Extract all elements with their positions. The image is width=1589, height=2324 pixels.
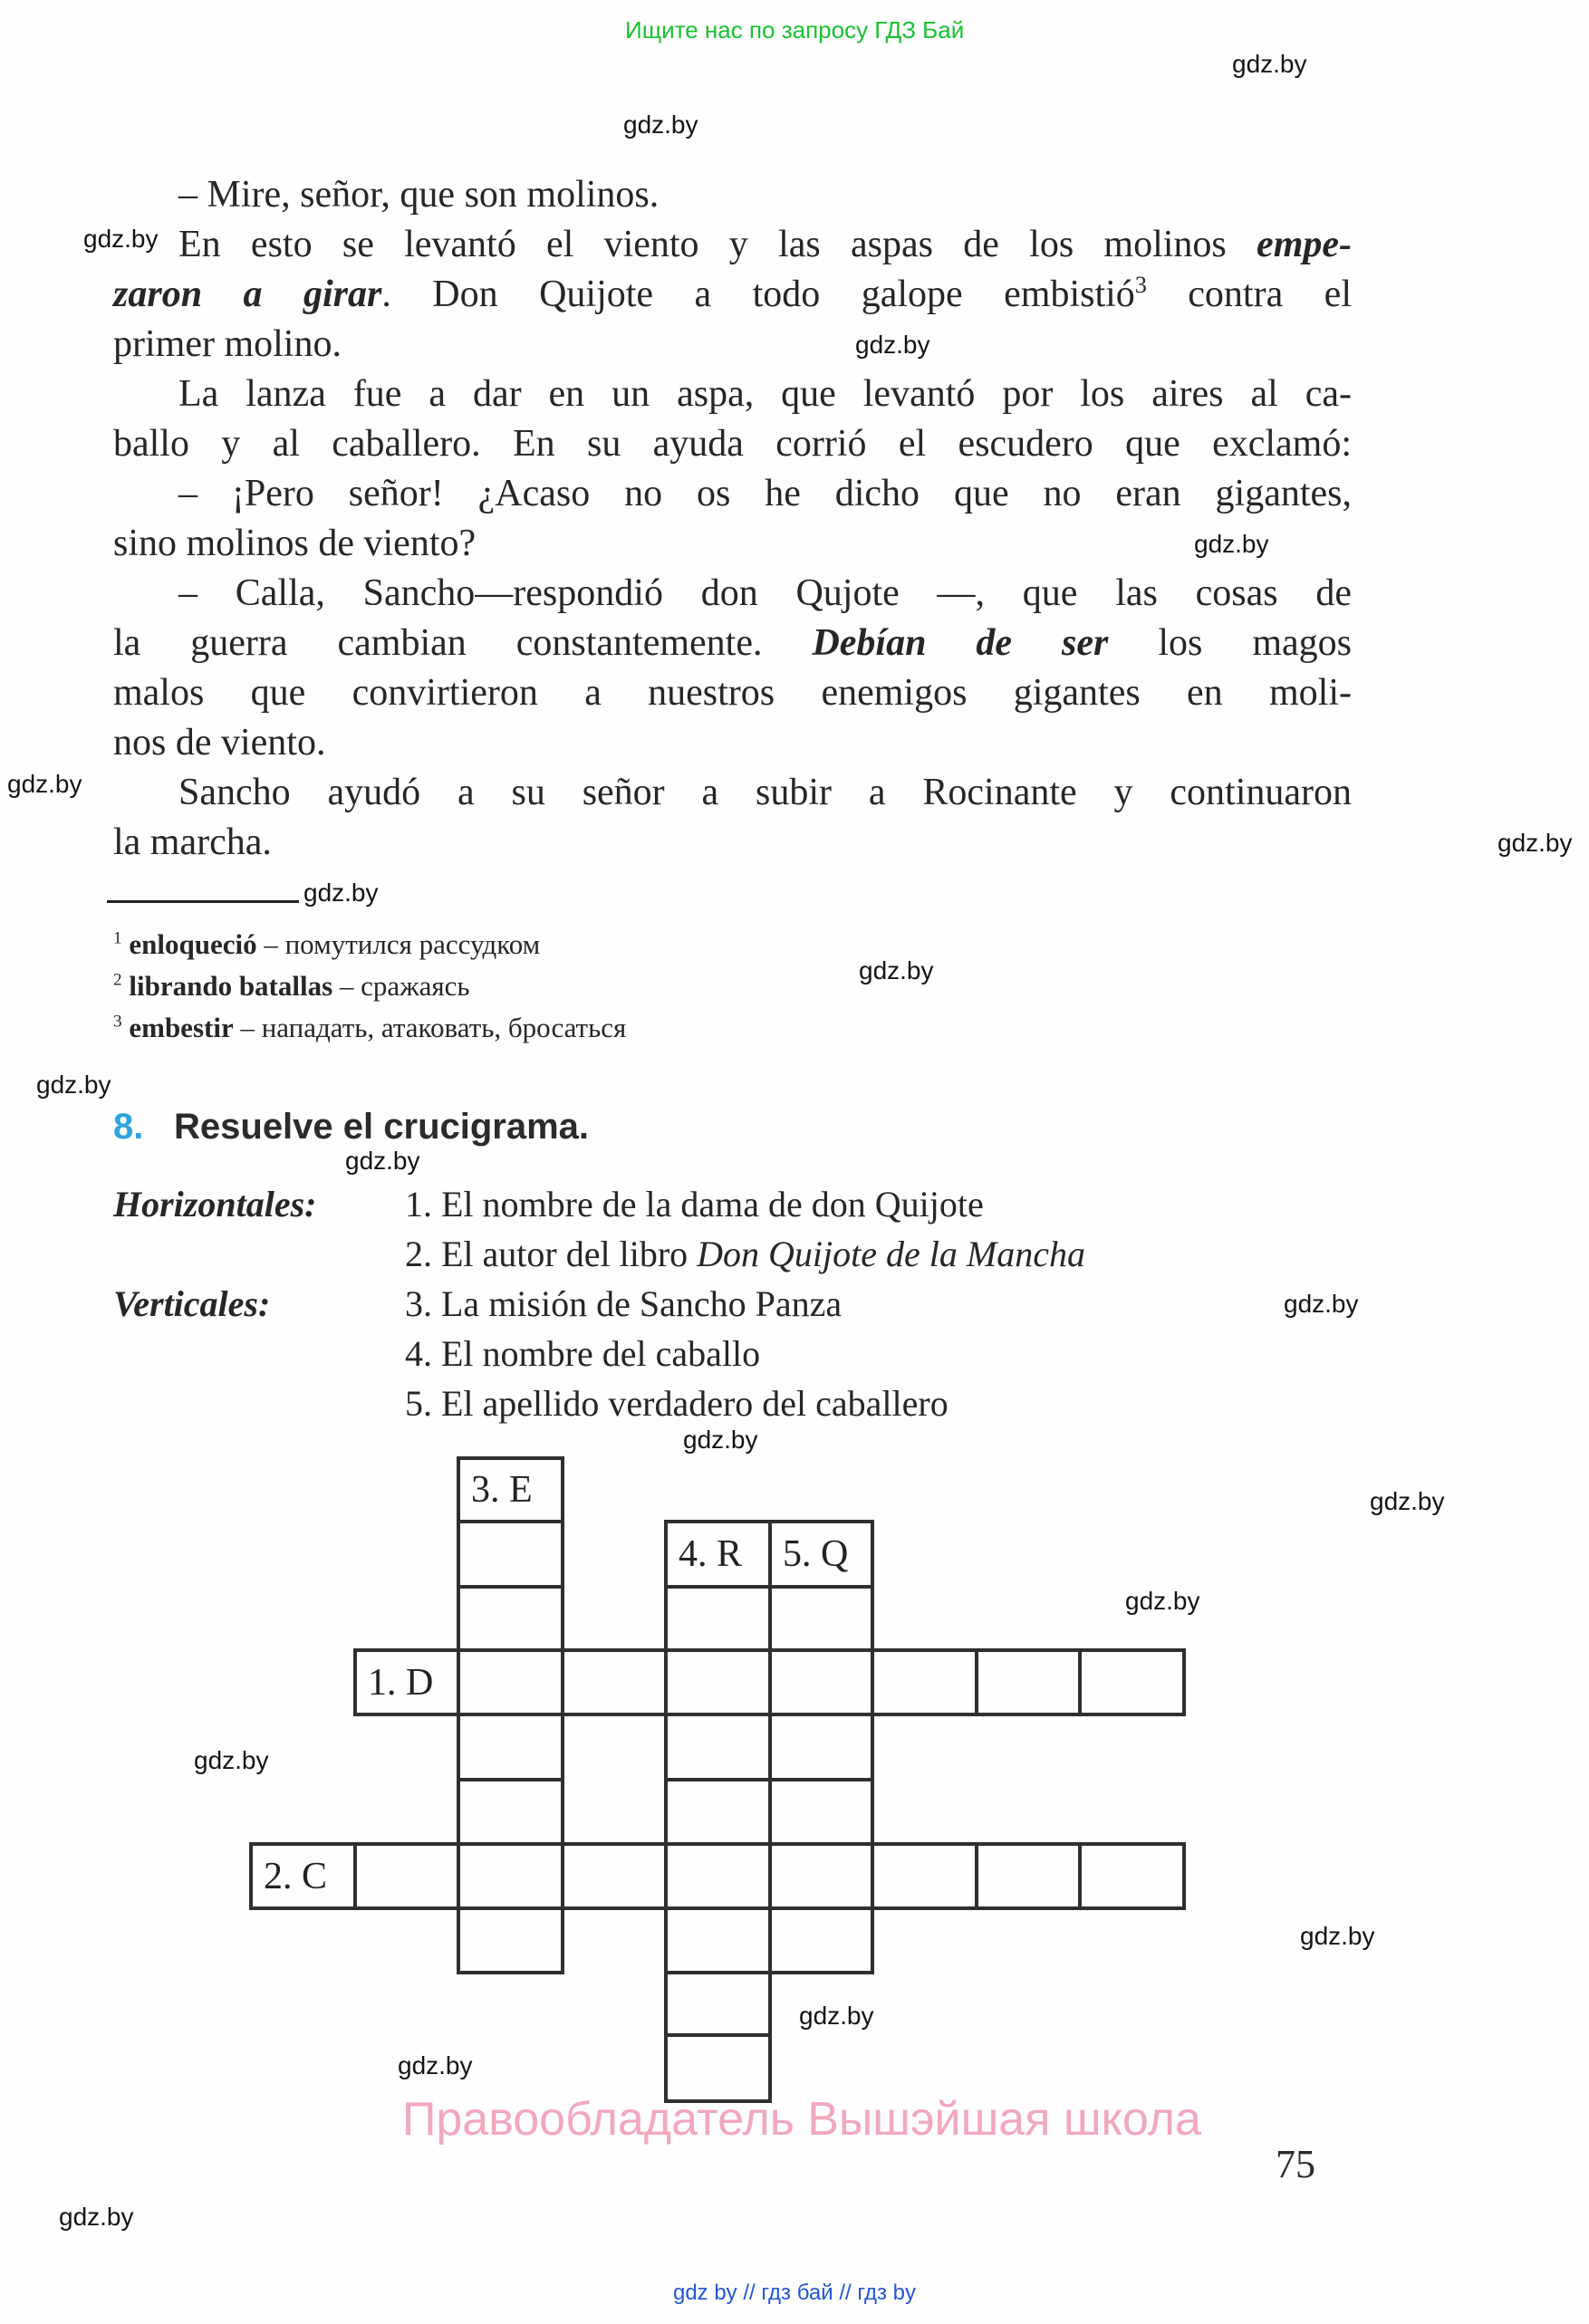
story-line-10-italic: Debían de ser [812, 622, 1109, 664]
gdz-watermark: gdz.by [1498, 829, 1573, 857]
footnote-3-marker: 3 [113, 1012, 122, 1032]
crossword-cell-label: 3. E [457, 1456, 564, 1523]
crossword-cell [871, 1648, 978, 1716]
gdz-watermark: gdz.by [683, 1426, 758, 1454]
crossword-cell [664, 2033, 772, 2103]
crossword-cell [768, 1778, 874, 1846]
gdz-watermark: gdz.by [1232, 50, 1307, 78]
story-line-3-italic: zaron a girar [113, 274, 382, 315]
footnote-2 [113, 967, 470, 1005]
story-line-10 [113, 619, 1352, 667]
footnote-1-marker: 1 [113, 928, 122, 948]
crossword-cell [664, 1778, 772, 1846]
crossword-cell [768, 1713, 874, 1781]
crossword-cell [975, 1648, 1082, 1716]
gdz-watermark: gdz.by [855, 331, 930, 359]
gdz-watermark: gdz.by [1125, 1587, 1200, 1615]
crossword-cell-label: 1. D [353, 1648, 460, 1716]
gdz-watermark: gdz.by [345, 1147, 420, 1175]
crossword-cell [457, 1648, 564, 1716]
story-line-2-text: En esto se levantó el viento y las aspas de los molinos [178, 224, 1257, 265]
story-line-11: malos que convirtieron a nuestros enemigos gigantes en moli- [113, 672, 1352, 714]
horizontales-label: Horizontales: [113, 1184, 317, 1224]
exercise-number: 8. [113, 1107, 144, 1147]
gdz-watermark: gdz.by [859, 956, 934, 984]
clue-h2 [405, 1231, 1085, 1278]
crossword-cell [353, 1842, 460, 1910]
page-number: 75 [1276, 2142, 1315, 2186]
story-line-3 [113, 270, 1352, 319]
footnote-3 [113, 1009, 626, 1047]
footer-links[interactable]: gdz by // гдз бай // гдз by [672, 2281, 917, 2305]
crossword-cell [664, 1713, 772, 1781]
crossword-cell [1078, 1842, 1186, 1910]
clue-h2-book-title: Don Quijote de la Mancha [697, 1234, 1085, 1274]
crossword-cell [871, 1842, 978, 1910]
footnote-ref-3: 3 [1134, 272, 1147, 298]
green-watermark: Ищите нас по запросу ГДЗ Бай [625, 16, 965, 43]
crossword-cell [457, 1585, 564, 1652]
footnote-1 [113, 926, 540, 964]
crossword-cell [975, 1842, 1082, 1910]
crossword-cell [561, 1842, 668, 1910]
publisher-watermark: Правообладатель Вышэйшая школа [402, 2093, 1201, 2146]
story-line-7: – ¡Pero señor! ¿Acaso no os he dicho que no eran gigantes, [178, 473, 1352, 514]
story-line-8: sino molinos de viento? [113, 523, 477, 564]
story-line-10-text: la guerra cambian constantemente. [113, 622, 813, 664]
story-line-13: Sancho ayudó a su señor a subir a Rocinante y continuaron [178, 772, 1352, 813]
gdz-watermark: gdz.by [623, 110, 698, 139]
gdz-watermark: gdz.by [1284, 1290, 1359, 1318]
story-line-2 [178, 220, 1352, 269]
story-line-5: La lanza fue a dar en un aspa, que levantó por los aires al ca- [178, 373, 1352, 415]
crossword-cell [457, 1520, 564, 1589]
gdz-watermark: gdz.by [83, 225, 159, 253]
crossword-cell [664, 1971, 772, 2037]
crossword-cell [664, 1842, 772, 1910]
crossword-cell [457, 1778, 564, 1846]
crossword-cell [768, 1842, 874, 1910]
gdz-watermark: gdz.by [1370, 1487, 1445, 1515]
gdz-watermark: gdz.by [36, 1071, 111, 1099]
crossword-cell [457, 1906, 564, 1974]
crossword-cell-label: 4. R [664, 1520, 772, 1589]
gdz-watermark: gdz.by [1300, 1922, 1375, 1950]
clue-v3: 3. La misión de Sancho Panza [405, 1283, 843, 1324]
crossword-cell [664, 1648, 772, 1716]
story-line-3-text2: contra el [1146, 274, 1352, 315]
gdz-watermark: gdz.by [194, 1746, 269, 1774]
story-line-4: primer molino. [113, 323, 342, 365]
story-line-9: – Calla, Sancho—respondió don Qujote —, que las cosas de [178, 572, 1352, 614]
clue-v5: 5. El apellido verdadero del caballero [405, 1383, 949, 1424]
exercise-title: Resuelve el crucigrama. [174, 1107, 590, 1147]
clue-h2-text: 2. El autor del libro [405, 1234, 698, 1274]
crossword-cell [457, 1842, 564, 1910]
story-line-1: – Mire, señor, que son molinos. [178, 174, 660, 216]
clue-v4: 4. El nombre del caballo [405, 1333, 761, 1374]
crossword-cell [768, 1906, 874, 1974]
crossword-cell-label: 5. Q [768, 1520, 874, 1589]
story-line-3-text: . Don Quijote a todo galope embistió [381, 274, 1135, 315]
clue-h1: 1. El nombre de la dama de don Quijote [405, 1184, 984, 1224]
crossword-cell-label: 2. C [249, 1842, 357, 1910]
crossword-cell [768, 1648, 874, 1716]
footnote-1-translation: – помутился рассудком [256, 928, 541, 960]
story-line-14: la marcha. [113, 821, 272, 863]
footnote-3-translation: – нападать, атаковать, бросаться [233, 1012, 627, 1043]
verticales-label: Verticales: [113, 1283, 271, 1324]
gdz-watermark: gdz.by [799, 2002, 874, 2030]
gdz-watermark: gdz.by [7, 770, 82, 798]
gdz-watermark: gdz.by [59, 2203, 134, 2231]
crossword-cell [768, 1585, 874, 1652]
crossword-cell [561, 1648, 668, 1716]
footnote-2-term: librando batallas [129, 970, 333, 1002]
footnote-2-marker: 2 [113, 970, 122, 990]
gdz-watermark: gdz.by [398, 2051, 473, 2079]
crossword-cell [1078, 1648, 1186, 1716]
crossword-cell [457, 1713, 564, 1781]
story-line-10-text2: los magos [1108, 622, 1352, 664]
gdz-watermark: gdz.by [303, 879, 379, 907]
footnote-2-translation: – сражаясь [332, 970, 470, 1002]
story-line-12: nos de viento. [113, 722, 326, 763]
footnote-3-term: embestir [129, 1012, 234, 1043]
footnote-1-term: enloqueció [129, 928, 257, 960]
gdz-watermark: gdz.by [1194, 530, 1269, 558]
footnote-divider [107, 900, 299, 903]
crossword-cell [664, 1906, 772, 1974]
story-line-6: ballo y al caballero. En su ayuda corrió el escudero que exclamó: [113, 423, 1352, 465]
crossword-cell [664, 1585, 772, 1652]
story-line-2-italic: empe- [1257, 224, 1352, 265]
